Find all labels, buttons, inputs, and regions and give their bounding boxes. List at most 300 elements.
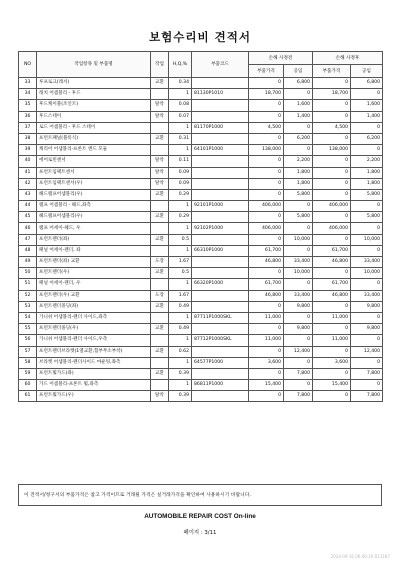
row-no: 42 [19, 178, 37, 189]
row-work-type [151, 380, 169, 391]
row-before-parts-price: 0 [249, 100, 284, 111]
row-before-labor: 7,800 [284, 368, 313, 379]
row-no: 35 [19, 100, 37, 111]
table-body [19, 78, 383, 402]
row-before-parts-price: 0 [249, 133, 284, 144]
row-after-labor: 10,000 [351, 268, 383, 279]
row-part-code: 81170P1000 [192, 122, 249, 133]
row-hqty: 1 [169, 122, 192, 133]
row-item-name: 패널 어세이-펜더, 우 [37, 279, 151, 290]
row-before-parts-price: 0 [249, 189, 284, 200]
row-no: 60 [19, 380, 37, 391]
row-hqty: 1 [169, 357, 192, 368]
row-item-name: 패널 어세이-펜더, 좌 [37, 245, 151, 256]
row-item-name: 브라켓 어셈블리-펜더사이드 마운팅,좌측 [37, 357, 151, 368]
row-part-code: 92102P1000 [192, 223, 249, 234]
table-row [19, 324, 383, 335]
row-after-labor: 0 [351, 223, 383, 234]
row-after-parts-price: 61,700 [313, 279, 351, 290]
row-before-parts-price: 0 [249, 391, 284, 402]
row-after-parts-price: 0 [313, 212, 351, 223]
row-no: 34 [19, 89, 37, 100]
price-disclaimer-note: 이 견적서/청구서의 부품가격은 참고 가격이므로 거래될 가격은 실거래가격을 확인하여 사용하시기 바랍니다. [18, 484, 382, 506]
document-title: 보험수리비 견적서 [149, 30, 251, 44]
table-row [19, 380, 383, 391]
row-work-type [151, 312, 169, 323]
row-item-name: 프런트휠가드(좌) [37, 368, 151, 379]
row-hqty: 1.67 [169, 290, 192, 301]
row-hqty: 0.49 [169, 324, 192, 335]
row-no: 41 [19, 167, 37, 178]
row-after-labor: 0 [351, 380, 383, 391]
row-after-labor: 10,000 [351, 234, 383, 245]
col-header-no: NO [19, 52, 37, 78]
row-part-code [192, 268, 249, 279]
row-before-parts-price: 11,000 [249, 312, 284, 323]
row-hqty: 1 [169, 335, 192, 346]
table-row [19, 357, 383, 368]
row-after-labor: 33,400 [351, 290, 383, 301]
row-part-code [192, 234, 249, 245]
row-before-labor: 9,800 [284, 324, 313, 335]
row-before-parts-price: 46,800 [249, 257, 284, 268]
row-hqty: 0.5 [169, 234, 192, 245]
row-item-name: 프런트임팩트센서(우) [37, 178, 151, 189]
page-number: 페이지 : 3/11 [183, 530, 217, 536]
row-no: 48 [19, 245, 37, 256]
row-hqty: 0.31 [169, 133, 192, 144]
row-hqty: 0.29 [169, 212, 192, 223]
row-part-code [192, 391, 249, 402]
row-before-parts-price: 0 [249, 111, 284, 122]
row-part-code [192, 346, 249, 357]
col-header-work: 작업 [151, 52, 169, 78]
row-part-code [192, 189, 249, 200]
row-after-parts-price: 406,000 [313, 201, 351, 212]
row-work-type: 교환 [151, 301, 169, 312]
table-header [19, 52, 383, 78]
row-after-parts-price: 0 [313, 156, 351, 167]
col-header-hqty: H,Q,% [169, 52, 192, 78]
row-before-parts-price: 0 [249, 156, 284, 167]
row-after-parts-price: 11,000 [313, 335, 351, 346]
row-part-code [192, 78, 249, 89]
row-item-name: 헤드램프어셈블리(우) [37, 212, 151, 223]
row-work-type [151, 145, 169, 156]
table-row [19, 279, 383, 290]
row-before-labor: 5,800 [284, 189, 313, 200]
row-after-labor: 5,800 [351, 189, 383, 200]
row-before-parts-price: 0 [249, 346, 284, 357]
row-no: 37 [19, 122, 37, 133]
row-item-name: 래치 어셈블리 - 후드 [37, 89, 151, 100]
table-row [19, 312, 383, 323]
row-after-labor: 0 [351, 335, 383, 346]
row-item-name: 램프 어셈블리 - 헤드,좌측 [37, 201, 151, 212]
row-work-type: 교환 [151, 268, 169, 279]
row-work-type [151, 122, 169, 133]
row-before-labor: 10,000 [284, 234, 313, 245]
row-work-type: 탈착 [151, 167, 169, 178]
row-hqty: 0.39 [169, 368, 192, 379]
row-before-parts-price: 0 [249, 78, 284, 89]
table-row [19, 133, 383, 144]
table-row [19, 156, 383, 167]
row-after-labor: 0 [351, 89, 383, 100]
row-no: 51 [19, 279, 37, 290]
row-no: 50 [19, 268, 37, 279]
row-after-labor: 1,400 [351, 111, 383, 122]
row-after-labor: 6,800 [351, 78, 383, 89]
row-item-name: 프런트펜더브라켓(1열교환,힘부무소부착) [37, 346, 151, 357]
footer-brand: AUTOMOBILE REPAIR COST On-line [144, 513, 256, 520]
row-hqty: 0.09 [169, 167, 192, 178]
row-after-parts-price: 0 [313, 133, 351, 144]
col-header-code: 부품코드 [192, 52, 249, 78]
row-before-labor: 0 [284, 223, 313, 234]
row-before-labor: 6,200 [284, 133, 313, 144]
col-header-after: 손해 사정후 [313, 52, 383, 65]
row-work-type: 교환 [151, 368, 169, 379]
row-item-name: 프런트펜더(우) [37, 268, 151, 279]
row-item-name: 프런트펜더(좌) 교환 [37, 257, 151, 268]
row-hqty: 0.09 [169, 178, 192, 189]
row-work-type: 탈착 [151, 100, 169, 111]
row-before-labor: 12,400 [284, 346, 313, 357]
row-hqty: 1 [169, 201, 192, 212]
row-item-name: 가드 어셈블리-프론트 휠,좌측 [37, 380, 151, 391]
row-hqty: 1 [169, 223, 192, 234]
row-no: 55 [19, 324, 37, 335]
row-before-labor: 0 [284, 312, 313, 323]
row-after-labor: 1,600 [351, 100, 383, 111]
row-after-parts-price: 61,700 [313, 245, 351, 256]
row-before-labor: 1,400 [284, 111, 313, 122]
row-before-labor: 0 [284, 145, 313, 156]
row-before-parts-price: 15,400 [249, 380, 284, 391]
col-header-after-parts: 부품가격 [313, 65, 351, 78]
row-item-name: 프런트펜더몰딩(우) [37, 324, 151, 335]
row-before-parts-price: 4,500 [249, 122, 284, 133]
row-item-name: 가니쉬 어셈블리-펜더 사이드,우측 [37, 335, 151, 346]
row-item-name: 프런트임팩트센서 [37, 167, 151, 178]
table-row [19, 178, 383, 189]
row-after-parts-price: 11,000 [313, 312, 351, 323]
row-work-type [151, 89, 169, 100]
table-row [19, 301, 383, 312]
print-timestamp: 2024-09-16 06:46:16 R11187 [330, 554, 390, 559]
table-row [19, 167, 383, 178]
row-item-name: 후드스테이 [37, 111, 151, 122]
row-after-parts-price: 0 [313, 346, 351, 357]
row-work-type [151, 245, 169, 256]
row-after-labor: 12,400 [351, 346, 383, 357]
row-no: 57 [19, 346, 37, 357]
row-after-parts-price: 0 [313, 178, 351, 189]
row-after-labor: 1,800 [351, 167, 383, 178]
row-no: 53 [19, 301, 37, 312]
row-item-name: 프런트펜더몰딩(좌) [37, 301, 151, 312]
row-work-type [151, 201, 169, 212]
row-after-parts-price: 0 [313, 189, 351, 200]
table-row [19, 89, 383, 100]
row-after-labor: 2,200 [351, 156, 383, 167]
row-before-parts-price: 0 [249, 167, 284, 178]
row-before-parts-price: 406,000 [249, 201, 284, 212]
row-before-labor: 0 [284, 279, 313, 290]
row-before-labor: 1,800 [284, 178, 313, 189]
row-after-parts-price: 0 [313, 324, 351, 335]
row-work-type: 교환 [151, 78, 169, 89]
row-hqty: 0.34 [169, 78, 192, 89]
row-hqty: 1 [169, 380, 192, 391]
table-row [19, 257, 383, 268]
row-before-labor: 0 [284, 89, 313, 100]
row-work-type: 도장 [151, 257, 169, 268]
row-after-labor: 33,400 [351, 257, 383, 268]
row-part-code: 87711P1000SKL [192, 312, 249, 323]
row-no: 46 [19, 223, 37, 234]
row-part-code [192, 324, 249, 335]
row-item-name: 헤드램프어셈블리(우) [37, 189, 151, 200]
row-after-labor: 0 [351, 245, 383, 256]
row-after-parts-price: 0 [313, 268, 351, 279]
row-part-code: 66310P1000 [192, 245, 249, 256]
row-item-name: 에어로빈센서 [37, 156, 151, 167]
row-item-name: 프런트펜더(우) 교환 [37, 290, 151, 301]
row-part-code [192, 133, 249, 144]
table-row [19, 201, 383, 212]
row-before-labor: 1,800 [284, 167, 313, 178]
row-hqty: 1.67 [169, 257, 192, 268]
row-hqty: 0.29 [169, 189, 192, 200]
row-part-code [192, 257, 249, 268]
row-part-code: 64577P1000 [192, 357, 249, 368]
row-after-labor: 0 [351, 145, 383, 156]
col-header-after-labor: 공임 [351, 65, 383, 78]
row-work-type [151, 357, 169, 368]
table-row [19, 290, 383, 301]
row-hqty: 0.49 [169, 301, 192, 312]
row-after-labor: 9,800 [351, 301, 383, 312]
row-hqty: 0.5 [169, 268, 192, 279]
row-before-parts-price: 0 [249, 178, 284, 189]
row-after-parts-price: 0 [313, 301, 351, 312]
row-work-type: 탈착 [151, 178, 169, 189]
col-header-before-parts: 부품가격 [249, 65, 284, 78]
row-before-labor: 0 [284, 245, 313, 256]
table-row [19, 189, 383, 200]
row-item-name: 로드 어셈블리 - 후드 스테이 [37, 122, 151, 133]
row-after-parts-price: 0 [313, 100, 351, 111]
row-part-code: 92101P1000 [192, 201, 249, 212]
row-hqty: 0.08 [169, 100, 192, 111]
row-before-labor: 9,800 [284, 301, 313, 312]
row-work-type [151, 279, 169, 290]
row-no: 61 [19, 391, 37, 402]
row-after-parts-price: 0 [313, 167, 351, 178]
row-before-labor: 33,400 [284, 290, 313, 301]
row-item-name: 프런트패널(블록식) [37, 133, 151, 144]
row-after-parts-price: 0 [313, 234, 351, 245]
row-no: 33 [19, 78, 37, 89]
row-before-parts-price: 0 [249, 268, 284, 279]
row-item-name: 램프 어세이-헤드, 우 [37, 223, 151, 234]
row-before-labor: 1,600 [284, 100, 313, 111]
row-no: 36 [19, 111, 37, 122]
row-after-labor: 9,800 [351, 324, 383, 335]
table-row [19, 346, 383, 357]
row-no: 56 [19, 335, 37, 346]
row-hqty: 0.39 [169, 391, 192, 402]
row-work-type: 탈착 [151, 111, 169, 122]
row-no: 38 [19, 133, 37, 144]
row-no: 39 [19, 145, 37, 156]
row-before-parts-price: 11,000 [249, 335, 284, 346]
row-after-parts-price: 46,800 [313, 290, 351, 301]
row-before-labor: 0 [284, 380, 313, 391]
row-no: 43 [19, 189, 37, 200]
row-part-code [192, 156, 249, 167]
table-row [19, 111, 383, 122]
row-before-parts-price: 138,000 [249, 145, 284, 156]
row-part-code [192, 167, 249, 178]
row-after-parts-price: 15,400 [313, 380, 351, 391]
row-after-parts-price: 3,600 [313, 357, 351, 368]
row-part-code: 66320P1000 [192, 279, 249, 290]
row-work-type: 교환 [151, 234, 169, 245]
row-before-parts-price: 46,800 [249, 290, 284, 301]
row-before-parts-price: 0 [249, 234, 284, 245]
table-row [19, 268, 383, 279]
row-after-parts-price: 46,800 [313, 257, 351, 268]
row-after-parts-price: 0 [313, 368, 351, 379]
row-no: 52 [19, 290, 37, 301]
row-after-parts-price: 0 [313, 78, 351, 89]
row-hqty: 0.07 [169, 111, 192, 122]
table-row [19, 335, 383, 346]
row-hqty: 1 [169, 245, 192, 256]
row-before-labor: 0 [284, 335, 313, 346]
row-after-labor: 6,200 [351, 133, 383, 144]
row-before-parts-price: 0 [249, 368, 284, 379]
row-no: 58 [19, 357, 37, 368]
row-after-labor: 1,800 [351, 178, 383, 189]
row-before-labor: 0 [284, 201, 313, 212]
row-no: 40 [19, 156, 37, 167]
col-header-before-labor: 공임 [284, 65, 313, 78]
row-before-parts-price: 0 [249, 301, 284, 312]
row-before-labor: 2,200 [284, 156, 313, 167]
row-part-code: 87712P1000SKL [192, 335, 249, 346]
row-after-labor: 7,800 [351, 368, 383, 379]
table-row [19, 212, 383, 223]
row-hqty: 1 [169, 89, 192, 100]
row-before-parts-price: 406,000 [249, 223, 284, 234]
row-work-type: 탈착 [151, 156, 169, 167]
row-before-parts-price: 0 [249, 324, 284, 335]
table-row [19, 122, 383, 133]
row-work-type: 교환 [151, 346, 169, 357]
row-hqty: 1 [169, 145, 192, 156]
row-after-parts-price: 0 [313, 391, 351, 402]
col-header-before: 손해 사정전 [249, 52, 313, 65]
row-no: 59 [19, 368, 37, 379]
row-before-labor: 6,800 [284, 78, 313, 89]
row-part-code [192, 100, 249, 111]
row-after-labor: 0 [351, 279, 383, 290]
row-work-type [151, 335, 169, 346]
row-hqty: 1 [169, 312, 192, 323]
row-before-labor: 0 [284, 357, 313, 368]
row-before-labor: 7,800 [284, 391, 313, 402]
row-part-code [192, 290, 249, 301]
row-work-type: 교환 [151, 133, 169, 144]
row-hqty: 0.11 [169, 156, 192, 167]
row-after-labor: 0 [351, 201, 383, 212]
row-no: 44 [19, 201, 37, 212]
row-after-labor: 7,800 [351, 391, 383, 402]
row-item-name: 가니쉬 어셈블리-펜더 사이드,좌측 [37, 312, 151, 323]
row-item-name: 프런트휠가드(우) [37, 391, 151, 402]
row-after-labor: 0 [351, 357, 383, 368]
row-after-parts-price: 18,700 [313, 89, 351, 100]
row-item-name: 후드케이블(조인트) [37, 100, 151, 111]
row-before-parts-price: 61,700 [249, 279, 284, 290]
table-row [19, 78, 383, 89]
row-no: 45 [19, 212, 37, 223]
table-row [19, 245, 383, 256]
estimate-table [18, 51, 383, 402]
row-part-code: 81130P1010 [192, 89, 249, 100]
row-no: 49 [19, 257, 37, 268]
row-before-parts-price: 18,700 [249, 89, 284, 100]
row-after-parts-price: 0 [313, 111, 351, 122]
row-part-code [192, 368, 249, 379]
row-after-labor: 0 [351, 312, 383, 323]
row-part-code [192, 212, 249, 223]
row-before-parts-price: 61,700 [249, 245, 284, 256]
row-before-parts-price: 0 [249, 212, 284, 223]
row-before-labor: 10,000 [284, 268, 313, 279]
row-work-type: 교환 [151, 212, 169, 223]
row-work-type: 교환 [151, 324, 169, 335]
row-part-code [192, 301, 249, 312]
row-part-code [192, 111, 249, 122]
table-row [19, 234, 383, 245]
row-part-code: 64101P1000 [192, 145, 249, 156]
row-hqty: 1 [169, 279, 192, 290]
table-row [19, 100, 383, 111]
row-before-labor: 0 [284, 122, 313, 133]
row-no: 47 [19, 234, 37, 245]
table-row [19, 223, 383, 234]
row-after-parts-price: 138,000 [313, 145, 351, 156]
row-hqty: 0.62 [169, 346, 192, 357]
row-after-parts-price: 406,000 [313, 223, 351, 234]
row-after-labor: 0 [351, 122, 383, 133]
row-no: 54 [19, 312, 37, 323]
row-work-type: 교환 [151, 189, 169, 200]
row-after-labor: 5,800 [351, 212, 383, 223]
row-part-code: 86811P1000 [192, 380, 249, 391]
row-part-code [192, 178, 249, 189]
row-before-labor: 5,800 [284, 212, 313, 223]
row-before-labor: 33,400 [284, 257, 313, 268]
table-row [19, 391, 383, 402]
table-row [19, 368, 383, 379]
row-after-parts-price: 4,500 [313, 122, 351, 133]
